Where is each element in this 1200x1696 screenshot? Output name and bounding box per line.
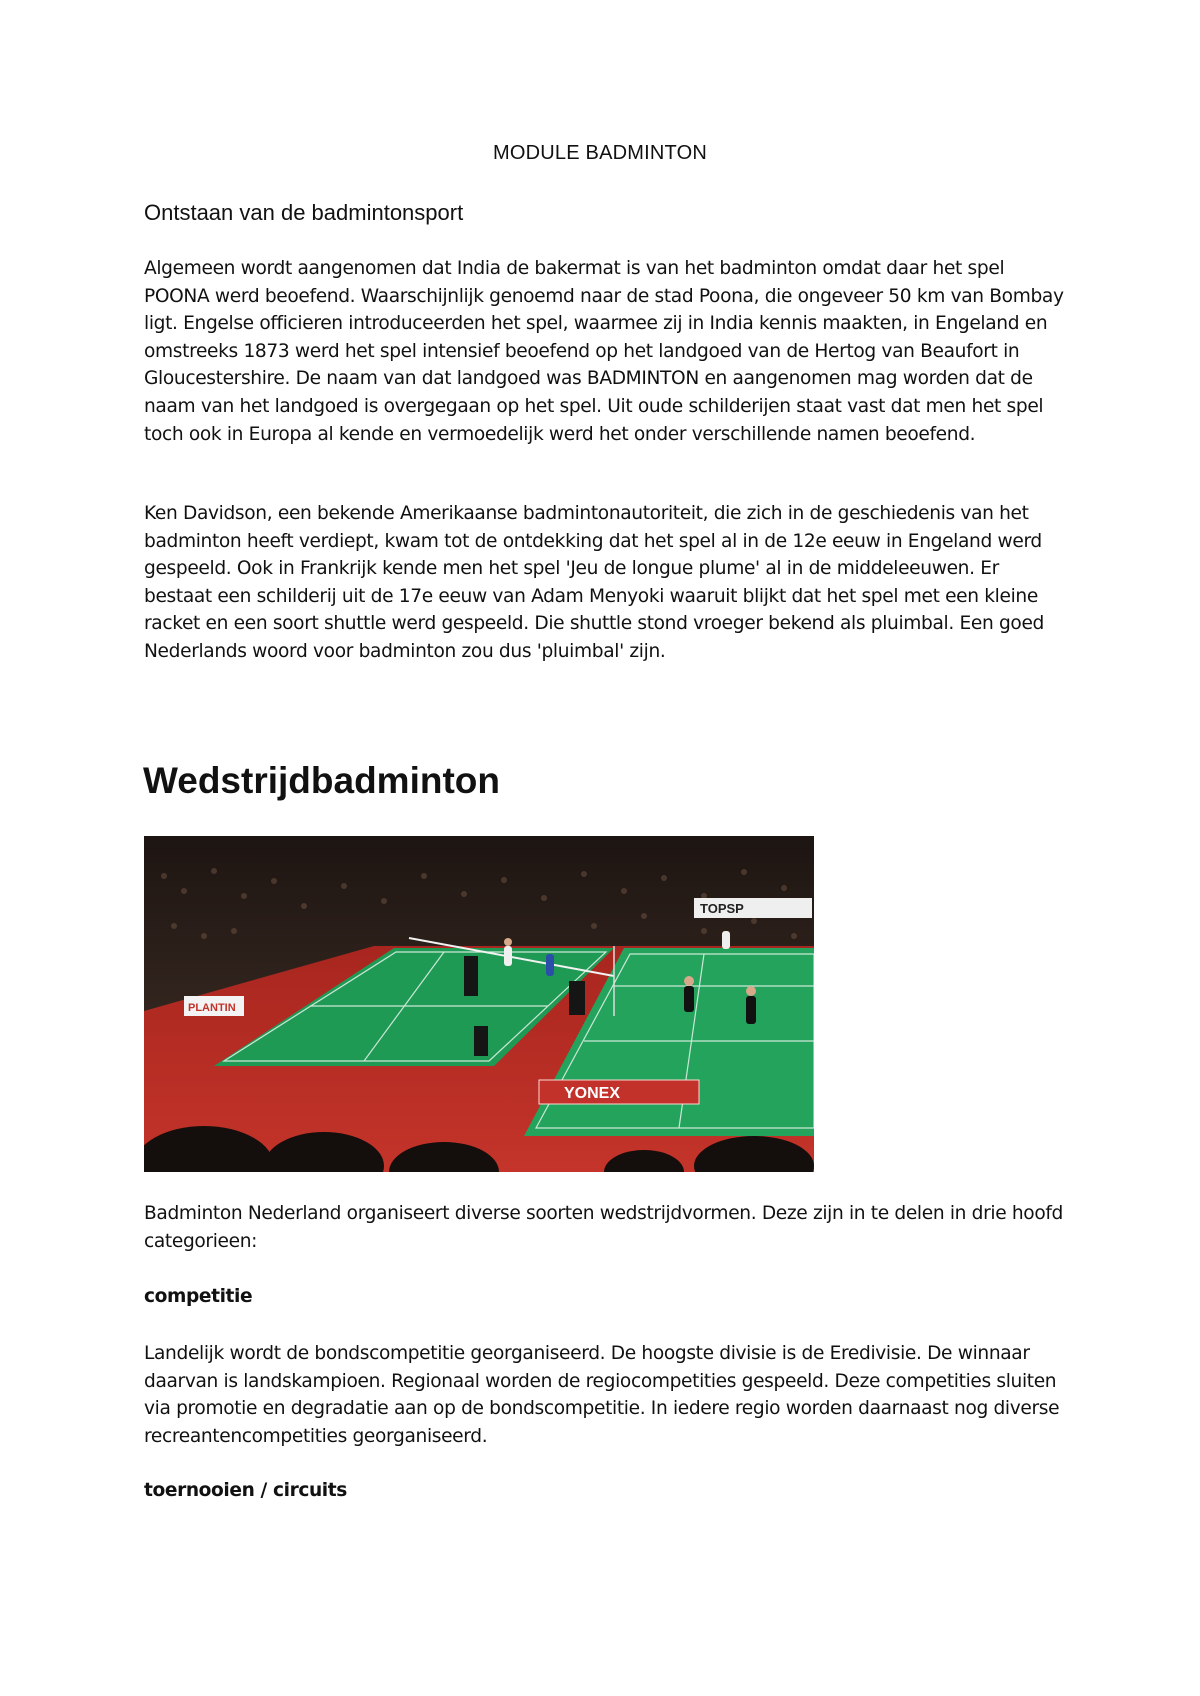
paragraph-competition-intro [144, 1200, 1064, 1255]
ad-board-yonex: YONEX [564, 1085, 621, 1102]
paragraph-text: Algemeen wordt aangenomen dat India de bakermat is van het badminton omdat daar het spel POONA werd beoefend. Waarschijnlijk genoemd naar de stad Poona, die ongeveer 50 km van Bombay ligt. Engelse officieren introduceerden het spel, waarmee zij in India kennis maakten, in Engeland en omstreeks 1873 werd het spel intensief beoefend op het landgoed van de Hertog van Beaufort in Gloucestershire. De naam van dat landgoed was BADMINTON en aangenomen mag worden dat de naam van het landgoed is overgegaan op het spel. Uit oude schilderijen staat vast dat men het spel toch ook in Europa al kende en vermoedelijk werd het onder verschillende namen beoefend. [144, 258, 1064, 445]
subheading-toernooien: toernooien / circuits [144, 1480, 347, 1501]
paragraph-text: Badminton Nederland organiseert diverse soorten wedstrijdvormen. Deze zijn in te delen in drie hoofd categorieen: [144, 1203, 1063, 1252]
paragraph-text: Ken Davidson, een bekende Amerikaanse badmintonautoriteit, die zich in de geschiedenis van het badminton heeft verdiept, kwam tot de ontdekking dat het spel al in de 12e eeuw in Engeland werd gespeeld. Ook in Frankrijk kende men het spel 'Jeu de longue plume' al in de middeleeuwen. Er bestaat een schilderij uit de 17e eeuw van Adam Menyoki waaruit blijkt dat het spel met een kleine racket en een soort shuttle werd gespeeld. Die shuttle stond vroeger bekend als pluimbal. Een goed Nederlands woord voor badminton zou dus 'pluimbal' zijn. [144, 503, 1044, 662]
subheading-competitie: competitie [144, 1286, 253, 1307]
section-heading-competition: Wedstrijdbadminton [143, 760, 500, 801]
ad-board-plantin: PLANTIN [188, 1002, 236, 1014]
paragraph-history [144, 500, 1064, 666]
badminton-arena-photo [144, 836, 814, 1172]
paragraph-competitie [144, 1340, 1064, 1450]
paragraph-text: Landelijk wordt de bondscompetitie georganiseerd. De hoogste divisie is de Eredivisie. De winnaar daarvan is landskampioen. Regionaal worden de regiocompetities gespeeld. Deze competities sluiten via promotie en degradatie aan op de bondscompetitie. In iedere regio worden daarnaast nog diverse recreantencompetities georganiseerd. [144, 1343, 1060, 1447]
section-heading-origin: Ontstaan van de badmintonsport [144, 200, 464, 225]
paragraph-origin [144, 255, 1064, 448]
document-title: MODULE BADMINTON [493, 142, 707, 164]
ad-board-topsport: TOPSP [700, 901, 744, 916]
